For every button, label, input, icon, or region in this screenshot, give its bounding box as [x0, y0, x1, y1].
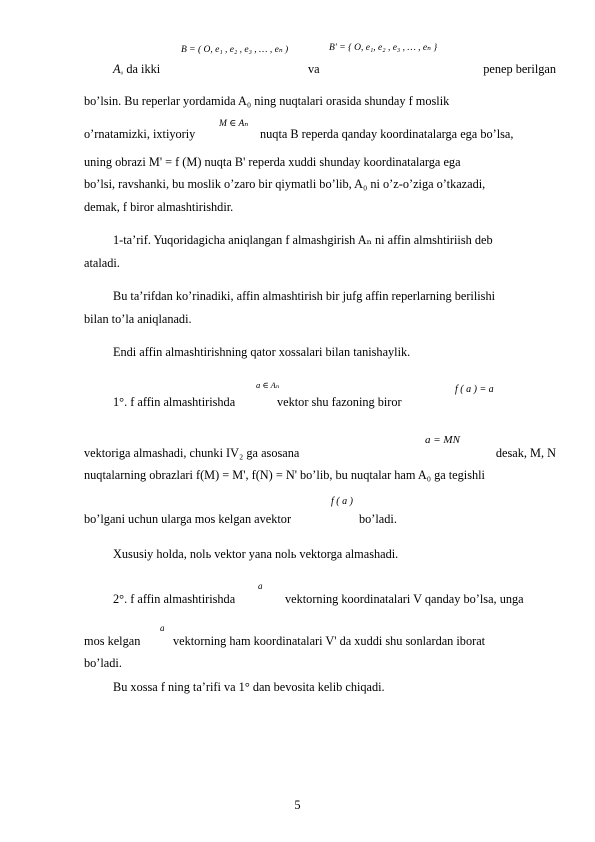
paragraph-line: nuqtalarning obrazlari f(M) = M', f(N) = N' bo’lib, bu nuqtalar ham A₀ ga tegishli [84, 468, 485, 482]
paragraph-line: Bu ta’rifdan ko’rinadiki, affin almashtirish bir jufg affin reperlarning berilishi [113, 289, 496, 303]
text-line15b: bo’ladi. [359, 512, 397, 526]
paragraph-line: demak, f biror almashtirishdir. [84, 200, 234, 214]
formula-f-a: f ( a ) = a [455, 384, 494, 395]
formula-f-a-small: f ( a ) [331, 496, 353, 507]
paragraph-line [84, 58, 556, 82]
paragraph-line: 1-ta’rif. Yuqoridagicha aniqlangan f almashgirish Aₙ ni affin almshtiriish deb [113, 233, 493, 247]
formula-basis-b: B = ( O, e₁ , e₂ , e₃ , … , eₙ ) [181, 45, 289, 55]
paragraph-line [84, 123, 556, 145]
formula-a-in-a: a ∈ Aₙ [256, 380, 280, 390]
text-line12a: 1°. f affin almashtirishda [113, 395, 236, 409]
paragraph-line [84, 442, 556, 464]
paragraph-line: uning obrazi M' = f (M) nuqta B' reperda xuddi shunday koordinatalarga ega [84, 155, 461, 169]
text-line13a: vektoriga almashadi, chunki IV₂ ga asosana [84, 446, 300, 460]
text-va: va [308, 62, 320, 76]
text-line18b: vektorning ham koordinatalari V' da xuddi shu sonlardan iborat [173, 634, 486, 648]
text-penep: penep berilgan [483, 62, 556, 76]
paragraph-line: bilan to’la aniqlanadi. [84, 312, 192, 326]
formula-basis-b-prime: B' = { O, e₁, e₂ , e₃ , … , eₙ } [329, 43, 438, 53]
paragraph-line: Bu xossa f ning ta’rifi va 1° dan bevosita kelib chiqadi. [113, 680, 385, 694]
formula-m-in-a: M ∈ Aₙ [219, 119, 249, 129]
paragraph-line [84, 508, 556, 530]
text-line3a: o’rnatamizki, ixtiyoriy [84, 127, 196, 141]
paragraph-line: bo’ladi. [84, 656, 122, 670]
paragraph-line: ataladi. [84, 256, 120, 270]
paragraph-line: bo’lsi, ravshanki, bu moslik o’zaro bir qiymatli bo’lib, A₀ ni o’z-o’ziga o’tkazadi, [84, 177, 486, 191]
text-line13b: desak, M, N [495, 446, 556, 460]
text-line15a: bo’lgani uchun ularga mos kelgan avektor [84, 512, 292, 526]
formula-a-vector-2: a [160, 623, 165, 633]
paragraph-line: Xususiy holda, nolь vektor yana nolь vektorga almashadi. [113, 547, 399, 561]
text-a0: A [113, 62, 121, 76]
paragraph-line: Endi affin almashtirishning qator xossalari bilan tanishaylik. [113, 345, 411, 359]
paragraph-line: bo’lsin. Bu reperlar yordamida A₀ ning nuqtalari orasida shunday f moslik [84, 94, 450, 108]
text-da-ikki: da ikki [126, 62, 161, 76]
formula-a-vector-1: a [258, 581, 263, 591]
text-line17a: 2°. f affin almashtirishda [113, 592, 236, 606]
paragraph-line [84, 630, 556, 652]
paragraph-line [84, 588, 556, 610]
text-line3b: nuqta B reperda qanday koordinatalarga ega bo’lsa, [260, 127, 514, 141]
page-number: 5 [294, 798, 301, 812]
text-line17b: vektorning koordinatalari V qanday bo’lsa, unga [285, 592, 524, 606]
paragraph-line [84, 391, 556, 413]
text-sub-zero: ₀ [120, 66, 124, 75]
text-line12b: vektor shu fazoning biror [277, 395, 402, 409]
text-line18a: mos kelgan [84, 634, 141, 648]
formula-a-mn: a = MN [425, 434, 460, 446]
